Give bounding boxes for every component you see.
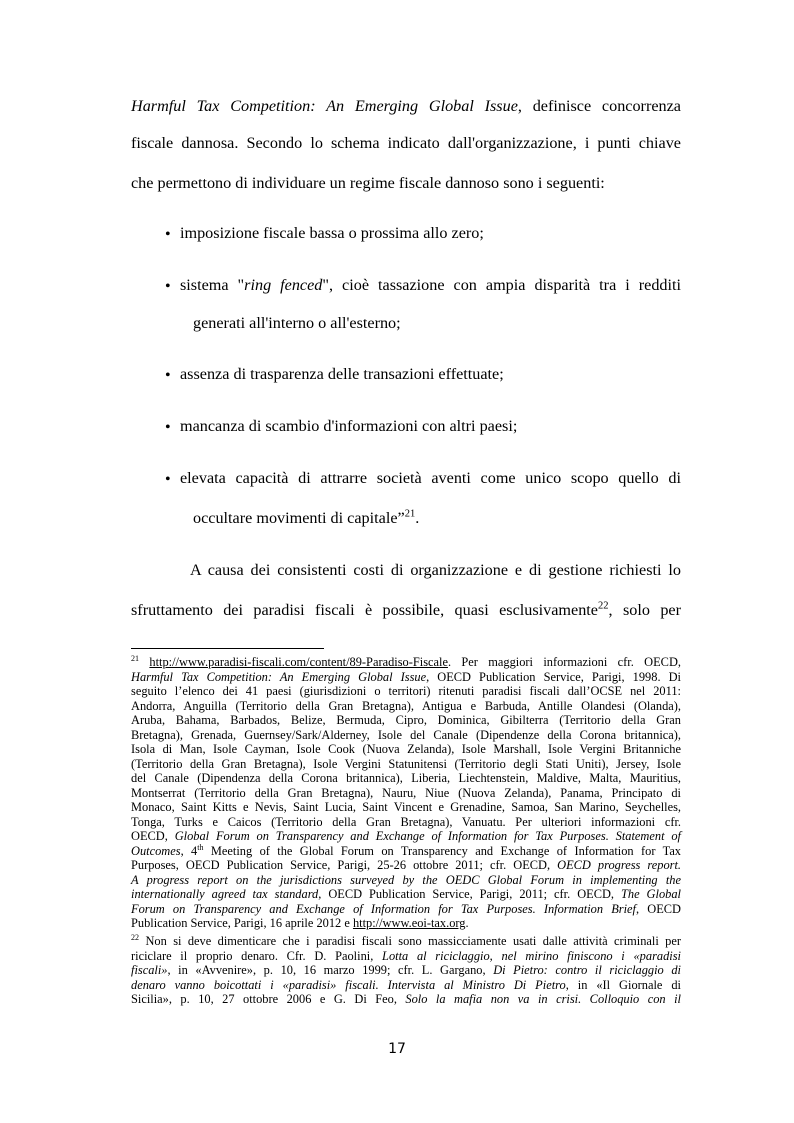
footnote-line: internationally agreed tax standard, OECD Publication Service, Parigi, 2011; cfr. OECD, The Global — [131, 887, 681, 901]
bullet-item: assenza di trasparenza delle transazioni effettuate; — [180, 365, 504, 383]
footnote-line: (Territorio della Gran Bretagna), Isole Vergini Statunitensi (Territorio degli Stati Uniti), Jersey, Isole — [131, 756, 681, 771]
footnote-line: Aruba, Bahama, Barbados, Belize, Bermuda, Cipro, Dominica, Gibilterra (Territorio della Gran — [131, 713, 681, 727]
footnote-line: Andorra, Anguilla (Territorio della Gran Bretagna), Antigua e Barbuda, Antille Olandesi (Olanda), — [131, 698, 681, 713]
bullet-icon: • — [165, 226, 171, 243]
footnote-line: OECD, Global Forum on Transparency and Exchange of Information for Tax Purposes. Statement of — [131, 829, 681, 843]
footnote-line: Isola di Man, Isole Cayman, Isole Cook (Nuova Zelanda), Isole Marshall, Isole Vergini Britanniche — [131, 742, 681, 756]
footnote-separator — [131, 648, 324, 649]
footnote-line: A progress report on the jurisdictions surveyed by the OEDC Global Forum in implementing the — [131, 872, 681, 887]
footnote-line: $^{21}$ http://www.paradisi-fiscali.com/content/89-Paradiso-Fiscale. Per maggiori informazioni cfr. OECD, — [131, 653, 681, 669]
footnote-line: seguito l’elenco dei 41 paesi (giurisdizioni o territori) ritenuti paradisi fiscali dall’OCSE nel 2011: — [131, 684, 681, 698]
footnote-line: denaro vanno boicottati i «paradisi» fiscali. Intervista al Ministro Di Pietro, in «Il Giornale di — [131, 977, 681, 992]
bullet-item: imposizione fiscale bassa o prossima allo zero; — [180, 224, 484, 242]
body-line: fiscale dannosa. Secondo lo schema indicato dall'organizzazione, i punti chiave — [131, 134, 681, 152]
bullet-item: mancanza di scambio d'informazioni con altri paesi; — [180, 417, 518, 435]
bullet-icon: • — [165, 471, 171, 488]
footnote-ref[interactable]: 21 — [404, 508, 416, 520]
footnote-link[interactable]: http://www.eoi-tax.org — [352, 916, 466, 930]
bullet-icon: • — [165, 419, 171, 436]
footnote-line: Publication Service, Parigi, 16 aprile 2012 e http://www.eoi-tax.org. — [131, 916, 469, 930]
bullet-item-continued: occultare movimenti di capitale”$^{21}$. — [193, 508, 420, 527]
footnote-line: Bretagna), Grenada, Guernsey/Sark/Alderney, Isole del Canale (Dipendenze della Corona britannica), — [131, 727, 681, 742]
footnote-line: fiscali», in «Avvenire», p. 10, 16 marzo 1999; cfr. L. Gargano, Di Pietro: contro il riciclaggio di — [131, 963, 681, 977]
bullet-icon: • — [165, 278, 171, 295]
footnote-line: del Canale (Dipendenza della Corona britannica), Liberia, Liechtenstein, Maldive, Malta, Mauritius, — [131, 771, 681, 785]
body-line: A causa dei consistenti costi di organizzazione e di gestione richiesti lo — [190, 561, 681, 579]
footnote-line: Outcomes, 4th Meeting of the Global Forum on Transparency and Exchange of Information for Tax — [131, 842, 682, 858]
body-line: Harmful Tax Competition: An Emerging Global Issue, definisce concorrenza — [131, 97, 681, 115]
footnote-line: Purposes, OECD Publication Service, Parigi, 25-26 ottobre 2011; cfr. OECD, OECD progress report. — [131, 858, 681, 872]
footnote-line: Tonga, Turks e Caicos (Territorio della Gran Bretagna), Vanuatu. Per ulteriori informazioni cfr. — [131, 814, 681, 829]
footnote-line: Monaco, Saint Kitts e Nevis, Saint Lucia, Saint Vincent e Grenadine, Samoa, San Marino, Seychelles, — [131, 800, 681, 814]
footnote-line: $^{22}$ Non si deve dimenticare che i paradisi fiscali sono massicciamente usati dalle attività criminali per — [131, 932, 681, 948]
body-line: sfruttamento dei paradisi fiscali è possibile, quasi esclusivamente$^{22}$, solo per — [131, 600, 682, 619]
bullet-item: sistema "ring fenced", cioè tassazione con ampia disparità tra i redditi — [180, 276, 682, 294]
bullet-item-continued: generati all'interno o all'esterno; — [193, 314, 401, 332]
footnote-link[interactable]: http://www.paradisi-fiscali.com/content/89-Paradiso-Fiscale — [149, 655, 448, 669]
page-number: 17 — [388, 1041, 406, 1057]
footnote-line: riciclare il proprio denaro. Cfr. D. Paolini, Lotta al riciclaggio, nel mirino finiscono i «paradisi — [131, 948, 681, 963]
footnote-number: 22 — [131, 932, 140, 942]
footnote-line: Forum on Transparency and Exchange of Information for Tax Purposes. Information Brief, OECD — [131, 901, 681, 916]
footnote-ref[interactable]: 22 — [598, 600, 609, 612]
footnote-line: Montserrat (Territorio della Gran Bretagna), Nauru, Niue (Nuova Zelanda), Panama, Principato di — [131, 785, 681, 800]
footnote-number: 21 — [131, 653, 140, 663]
footnote-line: Sicilia», p. 10, 27 ottobre 2006 e G. Di Feo, Solo la mafia non va in crisi. Colloquio con il — [131, 992, 681, 1006]
bullet-item: elevata capacità di attrarre società aventi come unico scopo quello di — [180, 469, 681, 487]
footnote-line: Harmful Tax Competition: An Emerging Global Issue, OECD Publication Service, Parigi, 1998. Di — [131, 669, 681, 684]
body-line: che permettono di individuare un regime fiscale dannoso sono i seguenti: — [131, 174, 605, 192]
bullet-icon: • — [165, 367, 171, 384]
